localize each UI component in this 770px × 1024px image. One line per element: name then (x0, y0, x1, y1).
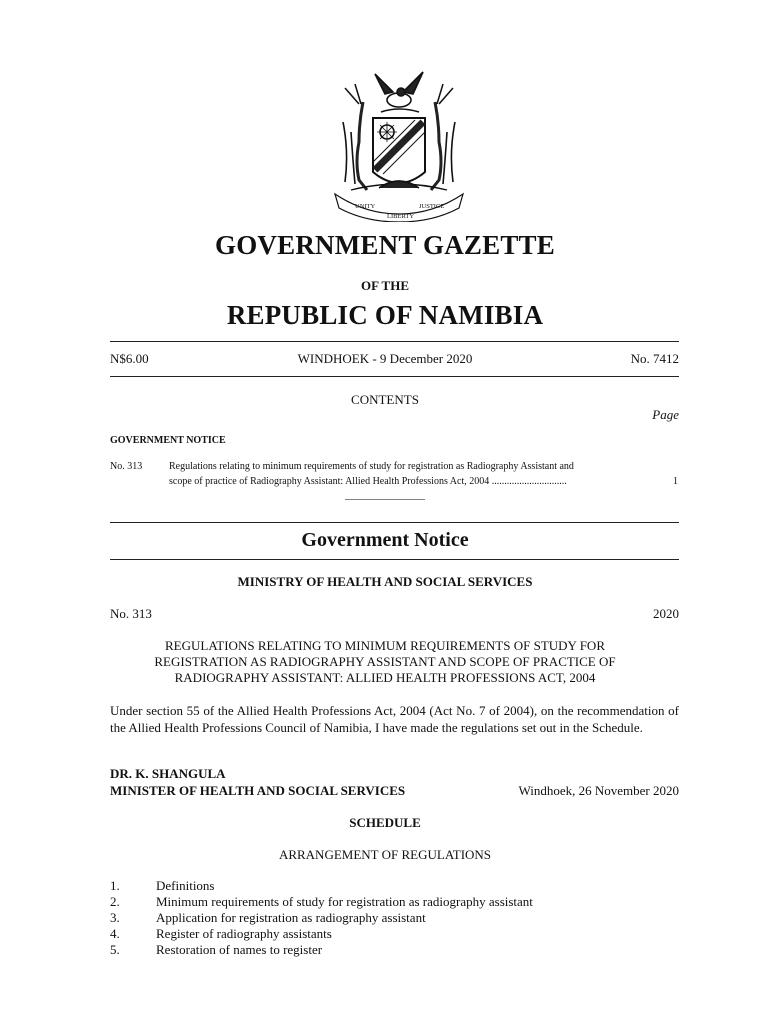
notice-heading: Government Notice (301, 529, 469, 551)
schedule-heading: SCHEDULE (349, 815, 421, 830)
coat-of-arms-emblem (315, 62, 475, 222)
masthead-rule-top (110, 341, 679, 342)
notice-rule-top (110, 522, 679, 523)
motto-liberty: LIBERTY (387, 213, 415, 220)
regulation-title-line1: REGULATIONS RELATING TO MINIMUM REQUIREMENTS OF STUDY FOR (165, 638, 605, 653)
list-item-number: 5. (110, 942, 120, 957)
notice-rule-bottom (110, 559, 679, 560)
contents-entry-line1: Regulations relating to minimum requirements of study for registration as Radiography Assistant and (169, 461, 574, 472)
list-item (110, 942, 322, 958)
list-item-number: 2. (110, 894, 120, 909)
price: N$6.00 (110, 351, 149, 366)
list-item-number: 4. (110, 926, 120, 941)
list-item-number: 3. (110, 910, 120, 925)
republic-title: REPUBLIC OF NAMIBIA (226, 300, 544, 330)
issue-number: No. 7412 (630, 351, 679, 366)
signatory-title: MINISTER OF HEALTH AND SOCIAL SERVICES (110, 783, 406, 798)
list-item (110, 878, 215, 894)
place-date: WINDHOEK - 9 December 2020 (297, 351, 473, 366)
regulation-title-line3: RADIOGRAPHY ASSISTANT: ALLIED HEALTH PROFESSIONS ACT, 2004 (174, 670, 596, 685)
list-item-text: Definitions (156, 878, 215, 893)
contents-section-label: GOVERNMENT NOTICE (110, 435, 226, 446)
motto-justice: JUSTICE (419, 203, 445, 210)
contents-heading: CONTENTS (351, 392, 419, 407)
signed-place-date: Windhoek, 26 November 2020 (518, 783, 679, 798)
ministry-heading: MINISTRY OF HEALTH AND SOCIAL SERVICES (237, 574, 533, 589)
contents-separator: ________________ (345, 490, 425, 501)
regulation-title-line2: REGISTRATION AS RADIOGRAPHY ASSISTANT AND SCOPE OF PRACTICE OF (154, 654, 616, 669)
contents-entry-line2: scope of practice of Radiography Assistant: Allied Health Professions Act, 2004 (169, 476, 490, 487)
list-item-text: Application for registration as radiography assistant (156, 910, 426, 925)
contents-entry-number: No. 313 (110, 461, 143, 472)
schedule-subheading: ARRANGEMENT OF REGULATIONS (278, 847, 492, 862)
list-item (110, 910, 426, 926)
gazette-of-the: OF THE (360, 278, 410, 293)
motto-unity: UNITY (355, 203, 376, 210)
contents-entry-page: 1 (673, 476, 678, 487)
notice-year: 2020 (653, 606, 679, 621)
list-item-text: Restoration of names to register (156, 942, 323, 957)
masthead-rule-bottom (110, 376, 679, 377)
notice-number: No. 313 (110, 606, 152, 621)
notice-body: Under section 55 of the Allied Health Professions Act, 2004 (Act No. 7 of 2004), on the recommendation of the Allied Health Professions Council of Namibia, I have made the regulations set out in the Schedule. (110, 703, 679, 735)
contents-entry-leader: .............................. (491, 476, 567, 487)
gazette-title: GOVERNMENT GAZETTE (215, 230, 555, 260)
list-item (110, 894, 533, 910)
list-item-text: Register of radiography assistants (156, 926, 332, 941)
list-item-text: Minimum requirements of study for registration as radiography assistant (156, 894, 533, 909)
list-item (110, 926, 332, 942)
list-item-number: 1. (110, 878, 120, 893)
contents-page-label: Page (652, 407, 679, 422)
signatory-name: DR. K. SHANGULA (110, 766, 226, 781)
contents-entry-line2-wrap (169, 476, 567, 487)
